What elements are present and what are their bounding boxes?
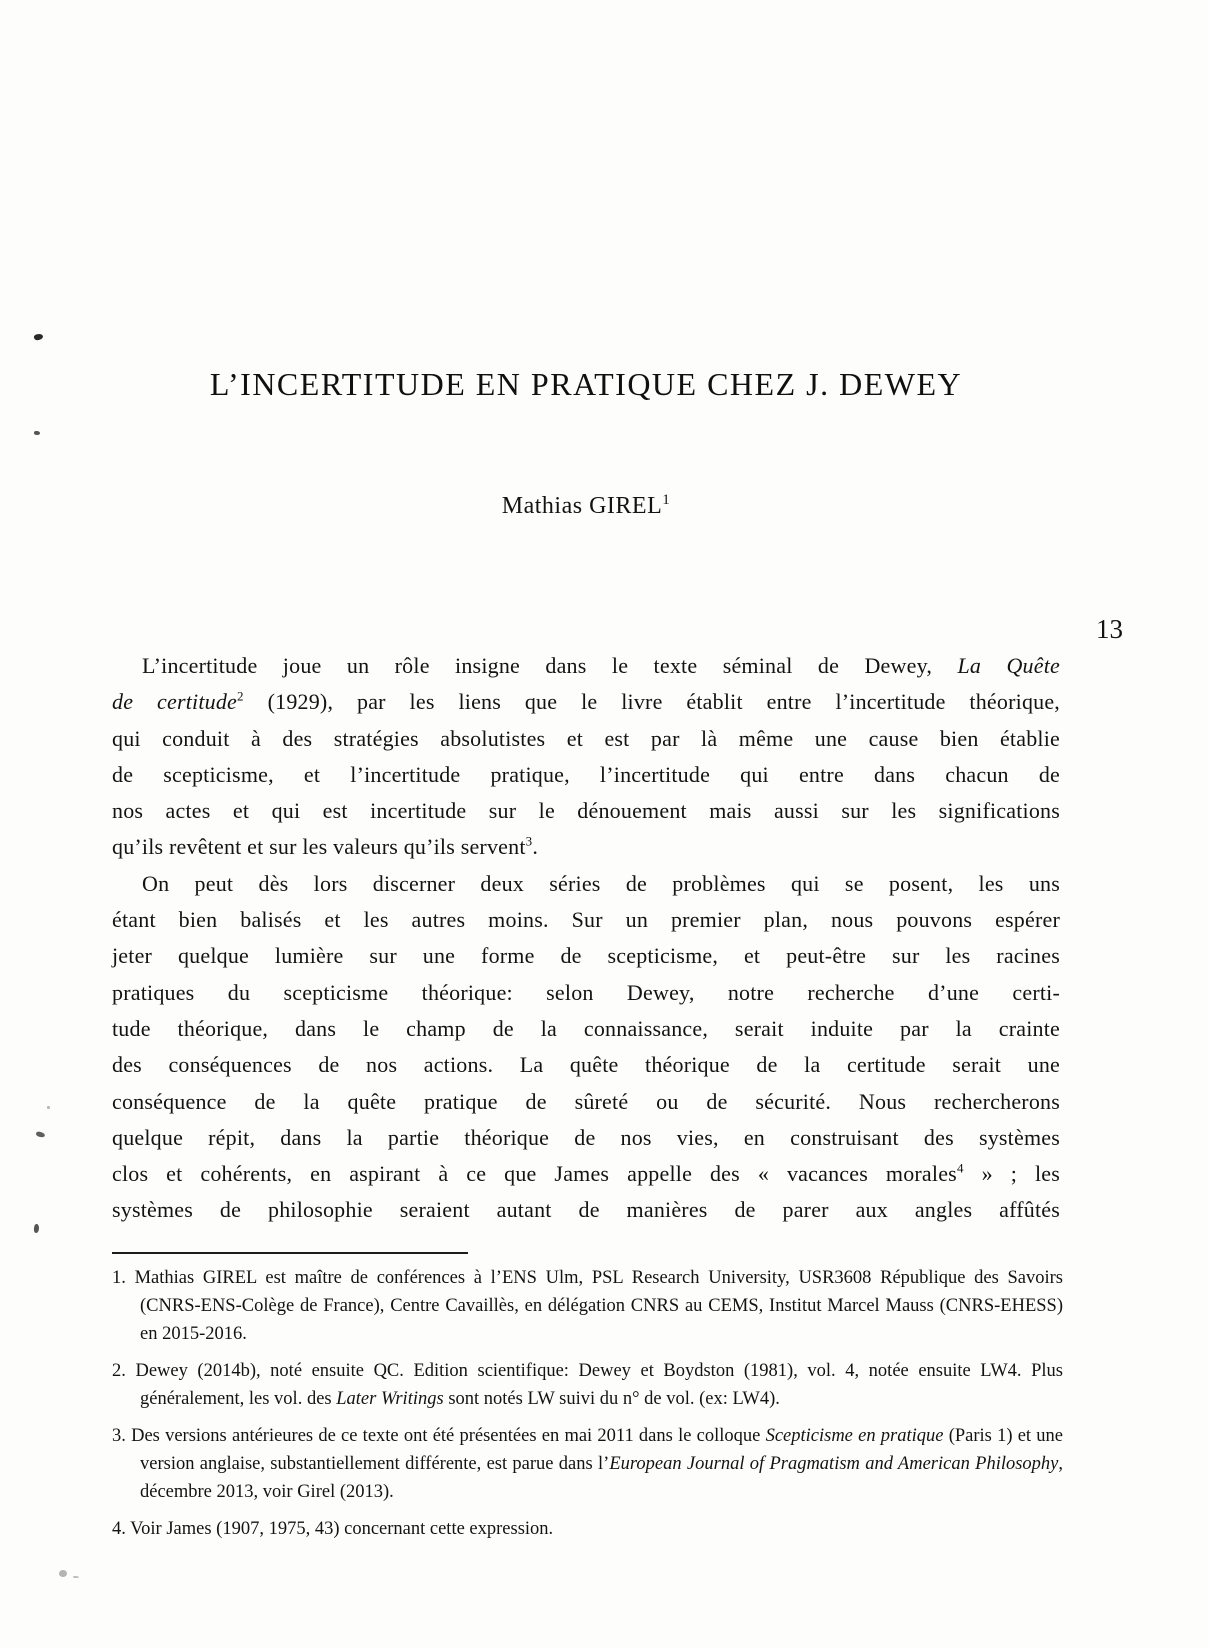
body-text [112, 648, 1060, 1229]
body-line [112, 829, 1060, 865]
text-segment: de scepticisme, et l’incertitude pratique, l’incertitude qui entre dans chacun de [112, 761, 1060, 787]
text-segment: clos et cohérents, en aspirant à ce que James appelle des « vacances morales [112, 1161, 957, 1187]
scan-speck [33, 333, 43, 341]
footnote [112, 1264, 1063, 1348]
body-line [112, 721, 1060, 757]
body-line [112, 1192, 1060, 1228]
body-line [112, 684, 1060, 720]
text-segment: European Journal of Pragmatism and American Philosophy [609, 1454, 1059, 1474]
author-line [112, 492, 1060, 520]
text-segment: qu’ils revêtent et sur les valeurs qu’ils servent [112, 834, 526, 860]
body-line [112, 648, 1060, 684]
body-line [112, 975, 1060, 1011]
text-segment: L’incertitude joue un rôle insigne dans le texte séminal de Dewey, [142, 653, 958, 678]
text-segment: (1929), par les liens que le livre établit entre l’incertitude théorique, [243, 689, 1061, 715]
text-segment: , décembre 2013, voir Girel (2013). [140, 1454, 1064, 1502]
text-segment: Des versions antérieures de ce texte ont été présentées en mai 2011 dans le colloque [131, 1426, 766, 1446]
text-segment: La Quête [957, 653, 1060, 678]
text-segment: Voir James (1907, 1975, 43) concernant cette expression. [130, 1519, 554, 1539]
scan-speck [36, 1131, 46, 1138]
text-segment: nos actes et qui est incertitude sur le dénouement mais aussi sur les significations [112, 798, 1060, 824]
text-segment: Scepticisme en pratique [765, 1426, 944, 1446]
footnote-number: 4. [112, 1519, 131, 1539]
text-segment: . [532, 834, 539, 860]
scan-speck [34, 431, 40, 435]
scan-speck [47, 1106, 50, 1109]
text-segment: pratiques du scepticisme théorique: selon Dewey, notre recherche d’une certi- [112, 979, 1060, 1005]
text-segment: » ; les [963, 1161, 1060, 1187]
text-segment: Dewey (2014b), noté ensuite QC. Edition scientifique: Dewey et Boydston (1981), vol. 4, notée ensuite LW4. Plus généralement, les vol. des [135, 1361, 1063, 1409]
text-segment: (Paris 1) et une version anglaise, substantiellement différente, est parue dans l’ [140, 1426, 1064, 1474]
text-segment: jeter quelque lumière sur une forme de scepticisme, et peut-être sur les racines [112, 943, 1060, 969]
footnote [112, 1357, 1063, 1413]
footnote-ref: 2 [237, 688, 244, 704]
text-segment: Mathias GIREL est maître de conférences à l’ENS Ulm, PSL Research University, USR3608 République des Savoirs (CNRS-ENS-Colège de France), Centre Cavaillès, en délégation CNRS au CEMS, Institut Marcel Mauss (CNRS-EHESS) en 2015-2016. [134, 1268, 1063, 1344]
footnote-ref: 3 [525, 834, 533, 850]
text-segment: On peut dès lors discerner deux séries de problèmes qui se posent, les uns [142, 870, 1060, 896]
body-line [112, 1011, 1060, 1047]
footnote-number: 1. [112, 1268, 135, 1288]
footnote-number: 2. [112, 1361, 136, 1381]
text-segment: tude théorique, dans le champ de la connaissance, serait induite par la crainte [112, 1015, 1060, 1041]
text-segment: sont notés LW suivi du n° de vol. (ex: LW4). [443, 1389, 780, 1409]
footnote-ref: 4 [956, 1160, 964, 1176]
scan-speck [59, 1570, 67, 1577]
footnote-separator [112, 1252, 468, 1254]
body-line [112, 902, 1060, 938]
body-line [112, 1120, 1060, 1156]
body-line [112, 793, 1060, 829]
body-line [112, 938, 1060, 974]
text-segment: quelque répit, dans la partie théorique de nos vies, en construisant des systèmes [112, 1124, 1060, 1150]
text-segment: de certitude [112, 689, 238, 715]
body-line [112, 1084, 1060, 1120]
text-segment: Later Writings [336, 1389, 444, 1409]
text-segment: qui conduit à des stratégies absolutistes et est par là même une cause bien établie [112, 725, 1060, 751]
text-segment: des conséquences de nos actions. La quête théorique de la certitude serait une [112, 1052, 1060, 1078]
footnotes [112, 1264, 1063, 1552]
body-line [112, 866, 1060, 902]
article-title: L’INCERTITUDE EN PRATIQUE CHEZ J. DEWEY [209, 366, 963, 402]
body-line [112, 1156, 1060, 1192]
body-line [112, 1047, 1060, 1083]
text-segment: étant bien balisés et les autres moins. Sur un premier plan, nous pouvons espérer [112, 907, 1060, 933]
footnote-number: 3. [112, 1426, 132, 1446]
page-number: 13 [1096, 614, 1123, 644]
text-segment: systèmes de philosophie seraient autant de manières de parer aux angles affûtés [112, 1197, 1060, 1223]
author-footnote-ref: 1 [662, 492, 671, 508]
footnote [112, 1422, 1063, 1506]
scan-speck [73, 1576, 79, 1578]
scan-speck [33, 1224, 39, 1234]
author-name: Mathias GIREL [501, 493, 663, 519]
text-segment: conséquence de la quête pratique de sûreté ou de sécurité. Nous rechercherons [112, 1088, 1060, 1114]
body-line [112, 757, 1060, 793]
footnote [112, 1515, 1063, 1543]
